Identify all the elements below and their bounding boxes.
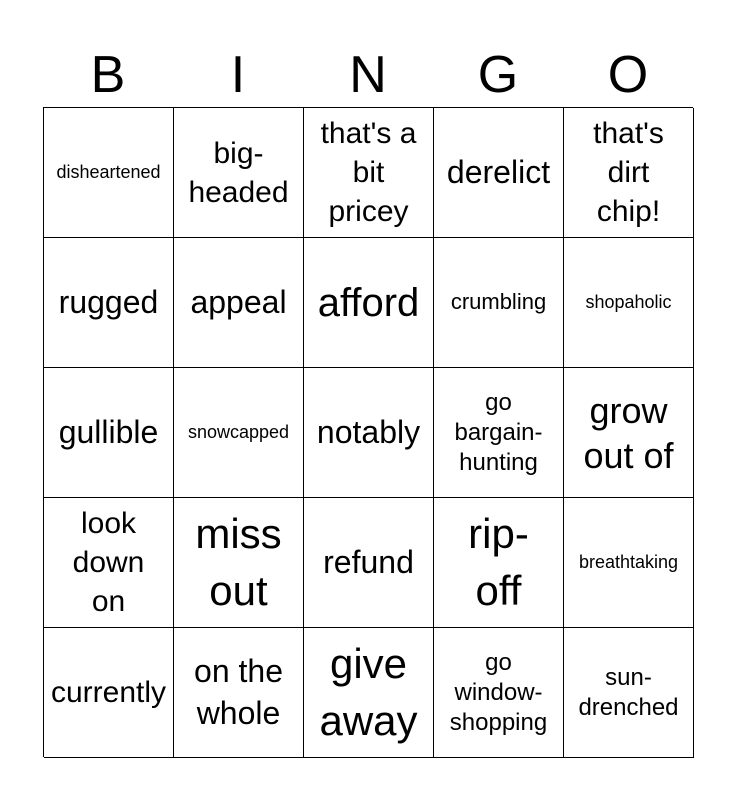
cell-text: crumbling (450, 289, 547, 315)
cell-text: notably (316, 413, 421, 450)
cell-text: sun- drenched (578, 663, 679, 721)
bingo-cell[interactable] (44, 368, 174, 498)
bingo-cell[interactable] (174, 628, 304, 758)
bingo-cell[interactable] (44, 498, 174, 628)
bingo-cell[interactable] (44, 628, 174, 758)
header-letter-g: G (477, 46, 519, 104)
bingo-cell[interactable] (174, 368, 304, 498)
bingo-cell[interactable] (174, 108, 304, 238)
cell-text: rip- off (468, 509, 529, 614)
header-letter-n: N (349, 46, 387, 104)
bingo-header (43, 44, 693, 106)
bingo-cell[interactable] (304, 238, 434, 368)
bingo-cell[interactable] (304, 498, 434, 628)
cell-text: that's dirt chip! (593, 117, 664, 228)
cell-text: rugged (58, 283, 159, 320)
bingo-cell[interactable] (44, 238, 174, 368)
cell-text: afford (317, 280, 420, 325)
bingo-cell[interactable] (564, 368, 694, 498)
cell-text: on the whole (194, 652, 283, 731)
bingo-cell[interactable] (564, 628, 694, 758)
bingo-cell[interactable] (304, 368, 434, 498)
header-letter-b: B (90, 46, 126, 104)
cell-text: go window- shopping (449, 648, 548, 736)
bingo-cell[interactable] (434, 368, 564, 498)
cell-text: shopaholic (585, 291, 672, 312)
cell-text: snowcapped (187, 421, 290, 442)
bingo-cell[interactable] (44, 108, 174, 238)
bingo-cell[interactable] (434, 628, 564, 758)
bingo-cell[interactable] (174, 238, 304, 368)
cell-text: that's a bit pricey (320, 117, 417, 228)
cell-text: go bargain- hunting (454, 388, 543, 476)
cell-text: gullible (58, 413, 159, 450)
bingo-cell[interactable] (564, 498, 694, 628)
cell-text: grow out of (583, 389, 674, 476)
bingo-cell[interactable] (434, 238, 564, 368)
cell-text: derelict (446, 153, 551, 190)
bingo-cell[interactable] (174, 498, 304, 628)
bingo-cell[interactable] (564, 108, 694, 238)
cell-text: disheartened (56, 161, 161, 182)
cell-text: breathtaking (578, 551, 679, 572)
header-letter-o: O (607, 46, 649, 104)
bingo-board (43, 107, 693, 757)
bingo-cell[interactable] (304, 108, 434, 238)
bingo-cell[interactable] (434, 108, 564, 238)
bingo-cell[interactable] (304, 628, 434, 758)
header-letter-i: I (230, 46, 246, 104)
cell-text: give away (319, 639, 418, 744)
cell-text: miss out (195, 509, 282, 614)
cell-text: appeal (190, 283, 287, 320)
bingo-cell[interactable] (564, 238, 694, 368)
cell-text: refund (323, 543, 414, 580)
cell-text: look down on (72, 507, 145, 618)
cell-text: big- headed (188, 136, 289, 209)
bingo-cell[interactable] (434, 498, 564, 628)
cell-text: currently (50, 676, 167, 709)
